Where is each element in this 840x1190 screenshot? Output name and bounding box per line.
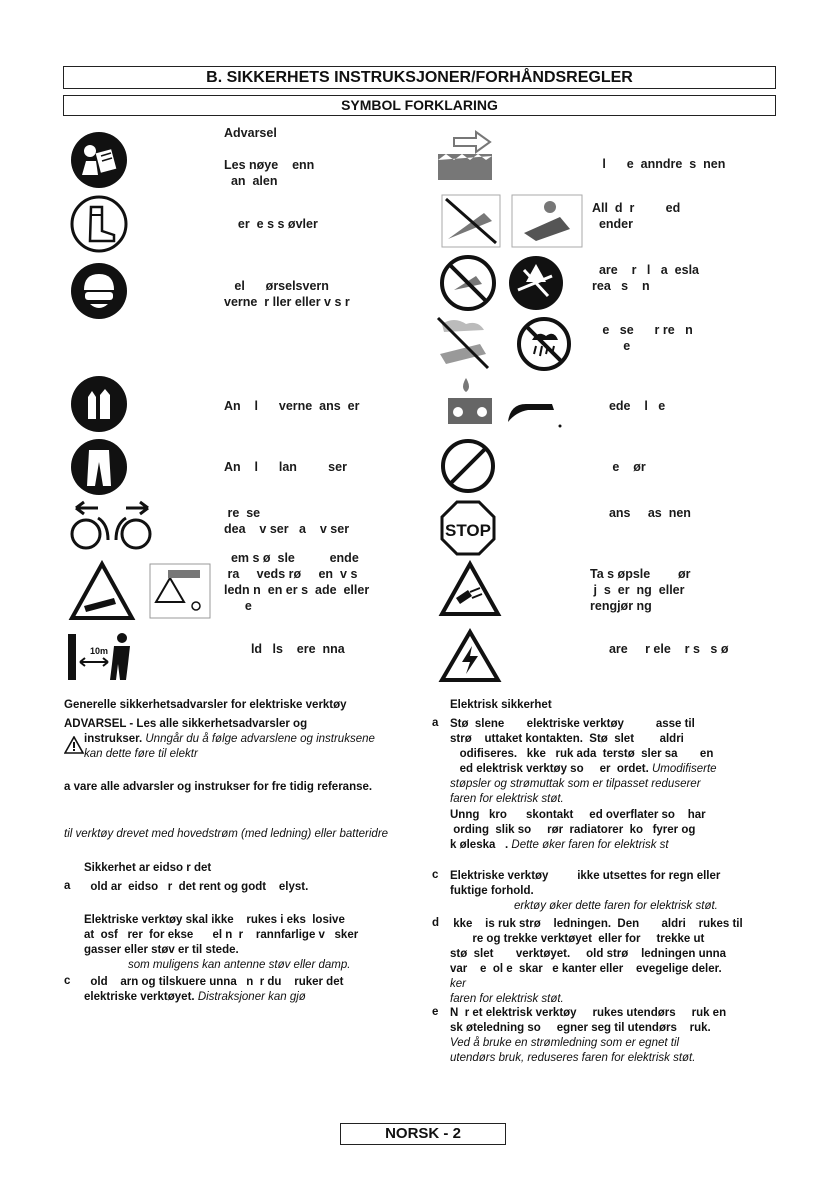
workplace-item-b — [84, 913, 414, 973]
stop-sign-icon — [440, 500, 496, 556]
workplace-item-a: old ar eidso r det rent og godt elyst. — [84, 881, 309, 893]
symbol-text-2: el ørselsvern verne r ller eller v s r — [224, 279, 350, 309]
symbol-text-r3: e se r re n e — [602, 323, 693, 353]
unplug-warning-icon — [438, 560, 502, 618]
electric-item-d — [450, 917, 795, 1007]
elec-a-italic: Umodifiserte støpsler og strømuttak som er tilpasset reduserer faren for elektrisk støt. — [450, 763, 717, 805]
symbol-text-3: An l verne ans er — [224, 399, 360, 413]
workplace-heading: Sikkerhet ar eidso r det — [84, 862, 212, 874]
tool-definition: til verktøy drevet med hovedstrøm (med ledning) eller batteridre — [64, 828, 389, 840]
warning-line: ADVARSEL - Les alle sikkerhetsadvarsler og — [64, 718, 308, 730]
left-section-heading: Generelle sikkerhetsadvarsler for elektriske verktøy — [64, 699, 347, 711]
no-rain-icon — [434, 314, 576, 372]
symbol-text-r8: are r ele r s s ø — [602, 642, 729, 656]
warning-instructions: instrukser. — [84, 733, 143, 745]
kickback-warning-icon — [68, 560, 212, 622]
elec-e-italic: Ved å bruke en strømledning som er egnet til utendørs bruk, reduseres faren for elektrisk støt. — [450, 1037, 696, 1064]
symbol-text-r0: l e anndre s nen — [592, 157, 726, 171]
item-label: a — [432, 717, 439, 729]
distance-10m-icon — [68, 630, 136, 682]
page-footer: NORSK - 2 — [340, 1123, 506, 1145]
item-b-bold: Elektriske verktøy skal ikke rukes i eks losive at osf rer for ekse el n r rannfarlige v sker gasser eller støv er til stede. — [84, 914, 359, 956]
elec-e-bold: N r et elektrisk verktøy rukes utendørs ruk en sk øteledning so egner seg til utendørs ruk. — [450, 1007, 727, 1034]
symbol-text-r2: are r l a esla rea s n — [592, 263, 700, 293]
no-cutting-icon — [440, 193, 588, 249]
electric-item-c — [450, 869, 780, 914]
symbol-text-5: re se dea v ser a v ser — [224, 506, 350, 536]
svg-text:STOP: STOP — [445, 521, 491, 540]
symbol-text-1: er e s s øvler — [224, 217, 318, 231]
symbol-text-6: em s ø sle ende ra veds rø en v s ledn n en er s ade eller e — [224, 551, 370, 613]
right-section-heading: Elektrisk sikkerhet — [450, 699, 552, 711]
elec-a-bold: Stø slene elektriske verktøy asse til strø uttaket kontakten. Stø slet aldri odifiseres. kke ruk ada terstø sler sa en ed elektrisk verktøy so er ordet. — [450, 718, 714, 775]
electric-hazard-icon — [438, 628, 502, 684]
no-branch-icon — [440, 254, 580, 312]
elec-c-bold: Elektriske verktøy ikke utsettes for regn eller fuktige forhold. — [450, 870, 721, 897]
symbol-text-4: An l lan ser — [224, 460, 347, 474]
keep-instructions: a vare alle advarsler og instrukser for fre tidig referanse. — [64, 781, 373, 793]
item-label: e — [432, 1006, 439, 1018]
symbol-text-7: ld ls ere nna — [244, 642, 345, 656]
warning-triangle-icon — [64, 736, 84, 754]
electric-item-b — [450, 808, 780, 853]
gloves-icon — [70, 375, 128, 433]
chain-oil-icon — [444, 374, 576, 430]
symbol-text-0: Advarsel Les nøye enn an alen — [224, 126, 315, 188]
elec-c-italic: erktøy øker dette faren for elektrisk støt. — [514, 900, 718, 912]
item-label: c — [64, 975, 71, 987]
warning-detail — [84, 732, 394, 762]
electric-item-e — [450, 1006, 780, 1066]
trousers-icon — [70, 438, 128, 496]
item-label: d — [432, 917, 440, 929]
electric-item-a — [450, 717, 780, 807]
item-c-italic: Distraksjoner kan gjø — [197, 991, 306, 1003]
safety-boot-icon — [70, 195, 128, 253]
item-b-italic: som muligens kan antenne støv eller damp. — [128, 959, 351, 971]
elec-b-italic: Dette øker faren for elektrisk st — [511, 839, 669, 851]
elec-b-bold: Unng kro skontakt ed overflater so har ording slik so rør radiatorer ko fyrer og k øleska . — [450, 809, 706, 851]
chain-direction-icon — [436, 128, 496, 186]
helmet-goggles-icon — [70, 262, 128, 320]
item-c-bold: old arn og tilskuere unna n r du ruker det elektriske verktøyet. — [84, 976, 344, 1003]
elec-d-bold: kke is ruk strø ledningen. Den aldri rukes til re og trekke verktøyet eller for trekke ut stø slet verktøyet. old strø ledningen unna var e ol e skar e kanter eller evegelige deler. — [450, 918, 743, 975]
section-subtitle: SYMBOL FORKLARING — [63, 95, 776, 116]
warning-italic: Unngår du å følge advarslene og instruksene kan dette føre til elektr — [84, 733, 375, 760]
workplace-item-c — [84, 975, 414, 1005]
kickback-arrows-icon — [68, 500, 156, 552]
symbol-text-r6: ans as nen — [602, 506, 691, 520]
symbol-text-r4: ede l e — [602, 399, 666, 413]
symbol-text-r1: All d r ed ender — [592, 201, 681, 231]
item-label: a — [64, 880, 71, 892]
elec-d-italic: ker faren for elektrisk støt. — [450, 978, 564, 1005]
svg-text:10m: 10m — [90, 646, 109, 656]
item-label: c — [432, 869, 439, 881]
read-manual-icon — [70, 131, 128, 189]
prohibited-icon — [440, 438, 496, 494]
symbol-text-r5: e ør — [602, 460, 646, 474]
symbol-text-r7: Ta s øpsle ør j s er ng eller rengjør ng — [590, 567, 691, 613]
page-title: B. SIKKERHETS INSTRUKSJONER/FORHÅNDSREGLER — [63, 66, 776, 89]
